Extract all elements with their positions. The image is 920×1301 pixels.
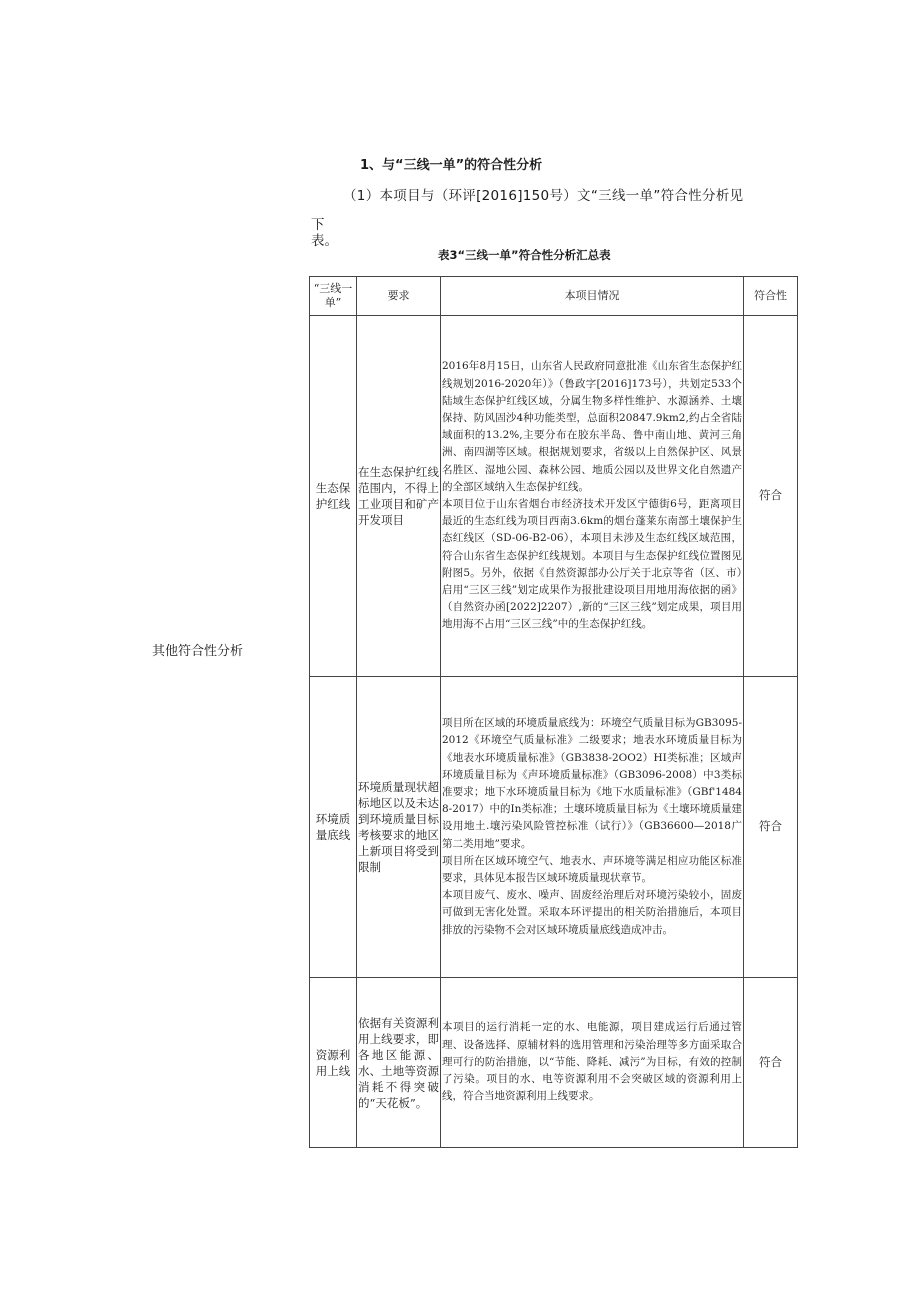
header-compliance: 符合性 <box>744 277 798 316</box>
row-compliance: 符合 <box>744 677 798 978</box>
table-row <box>310 978 798 1148</box>
row-requirement: 依据有关资源利用上线要求，即各地区能源、水、土地等资源消耗不得突破的“天花板”。 <box>357 978 441 1148</box>
intro-paragraph: （1）本项目与（环评[2016]150号）文“三线一单”符合性分析见 <box>343 188 744 204</box>
intro-paragraph-wrap: 下表。 <box>311 217 338 249</box>
header-category: “三线一单” <box>310 277 357 316</box>
row-category: 资源利用上线 <box>310 978 357 1148</box>
row-requirement: 环境质量现状超标地区以及未达到环境质量目标考核要求的地区上新项目将受到限制 <box>357 677 441 978</box>
row-requirement: 在生态保护红线范围内，不得上工业项目和矿产开发项目 <box>357 316 441 677</box>
row-compliance: 符合 <box>744 316 798 677</box>
situation-paragraph: 本项目废气、废水、噪声、固废经治理后对环境污染较小，固废可做到无害化处置。采取本环评提出的相关防治措施后，本项目排放的污染物不会对区域环境质量底线造成冲击。 <box>442 889 742 936</box>
situation-paragraph: 项目所在区域环境空气、地表水、声环境等满足相应功能区标准要求，具体见本报告区域环境质量现状章节。 <box>442 854 742 884</box>
situation-paragraph: 2016年8月15日，山东省人民政府同意批准《山东省生态保护红线规划2016-2020年）》（鲁政字[2016]173号），共划定533个陆域生态保护红线区域，分属生物多样性维护、水源涵养、土壤保持、防风固沙4种功能类型，总面积20847.9km2,约占全省陆域面积的13.2%,主要分布在胶东半岛、鲁中南山地、黄河三角洲、南四湖等区域。根据规划要求，省级以上自然保护区、风景名胜区、湿地公园、森林公园、地质公园以及世界文化自然遗产的全部区域纳入生态保护红线。 <box>442 360 742 493</box>
table-header-row <box>310 277 798 316</box>
situation-paragraph: 本项目位于山东省烟台市经济技术开发区宁德街6号，距离项目最近的生态红线为项目西南3.6km的烟台蓬莱东南部土壤保护生态红线区（SD-06-B2-06），本项目未涉及生态红线区域范围，符合山东省生态保护红线规划。本项目与生态保护红线位置图见附图5。另外，依据《自然资源部办公厅关于北京等省（区、市）启用“三区三线”划定成果作为报批建设项目用地用海依据的函》（自然资办函[2022]2207）,新的“三区三线”划定成果，项目用地用海不占用“三区三线”中的生态保护红线。 <box>442 498 742 631</box>
situation-paragraph: 项目所在区域的环境质量底线为：环境空气质量目标为GB3095-2012《环境空气质量标准》二级要求；地表水环境质量目标为《地表水环境质量标准》（GB3838-2OO2）HI类标准；区域声环境质量目标为《声环境质量标准》（GB3096-2008）中3类标准要求；地下水环境质量目标为《地下水质量标准》（GBf'14848-2017）中的In类标准；土壤环境质量目标为《土壤环境质量建设用地土.壤污染风险管控标准（试行）》（GB36600—2018广第二类用地”要求。 <box>442 717 742 850</box>
compliance-table <box>309 276 798 1148</box>
table-row <box>310 316 798 677</box>
row-compliance: 符合 <box>744 978 798 1148</box>
header-situation: 本项目情况 <box>441 277 744 316</box>
row-situation <box>441 316 744 677</box>
table-row <box>310 677 798 978</box>
header-requirement: 要求 <box>357 277 441 316</box>
situation-paragraph: 本项目的运行消耗一定的水、电能源，项目建成运行后通过管理、设备选择、原辅材料的选用管理和污染治理等多方面采取合理可行的防治措施，以“节能、降耗、减污”为目标，有效的控制了污染。项目的水、电等资源利用不会突破区域的资源利用上线，符合当地资源利用上线要求。 <box>442 1021 742 1103</box>
table-caption: 表3“三线一单”符合性分析汇总表 <box>438 248 611 262</box>
row-category: 环境质量底线 <box>310 677 357 978</box>
row-category: 生态保护红线 <box>310 316 357 677</box>
side-label: 其他符合性分析 <box>152 644 244 659</box>
row-situation <box>441 978 744 1148</box>
section-heading: 1、与“三线一单”的符合性分析 <box>360 158 543 173</box>
row-situation <box>441 677 744 978</box>
